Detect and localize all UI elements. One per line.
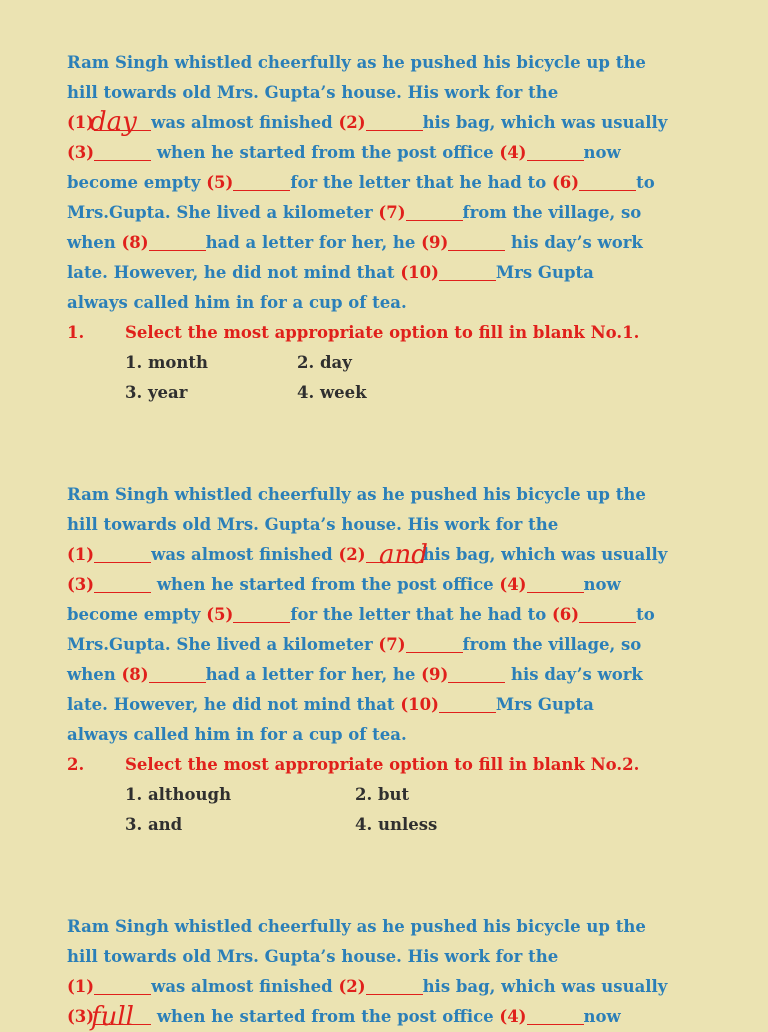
option[interactable]: 4. week bbox=[297, 383, 367, 402]
passage-line: hill towards old Mrs. Gupta’s house. His work for the bbox=[67, 83, 559, 102]
passage-block-2 bbox=[67, 480, 747, 840]
passage-line: (3) when he started from the post office (4) now bbox=[67, 1007, 621, 1026]
passage-block-3 bbox=[67, 912, 747, 1032]
question-2: 2. Select the most appropriate option to fill in blank No.2. bbox=[67, 755, 640, 774]
blank-5 bbox=[233, 171, 290, 191]
passage-line: when (8) had a letter for her, he (9) his day’s work bbox=[67, 665, 643, 684]
passage-line: (3) when he started from the post office (4) now bbox=[67, 143, 621, 162]
passage-line: when (8) had a letter for her, he (9) his day’s work bbox=[67, 233, 643, 252]
blank-2 bbox=[366, 111, 423, 131]
options-2 bbox=[67, 780, 747, 840]
option[interactable]: 3. year bbox=[125, 383, 188, 402]
passage-block-1 bbox=[67, 48, 747, 408]
passage-line: (3) when he started from the post office (4) now bbox=[67, 575, 621, 594]
blank-3 bbox=[94, 141, 151, 161]
handwritten-answer: day bbox=[90, 107, 137, 137]
blank-8 bbox=[149, 231, 206, 251]
passage-line: become empty (5) for the letter that he had to (6) to bbox=[67, 605, 655, 624]
blank-6 bbox=[579, 171, 636, 191]
handwritten-answer: and bbox=[379, 540, 428, 570]
passage-line: late. However, he did not mind that (10) Mrs Gupta bbox=[67, 695, 594, 714]
passage-line: Ram Singh whistled cheerfully as he pushed his bicycle up the bbox=[67, 917, 646, 936]
passage-line: become empty (5) for the letter that he had to (6) to bbox=[67, 173, 655, 192]
passage-line: Ram Singh whistled cheerfully as he pushed his bicycle up the bbox=[67, 485, 646, 504]
passage-line: late. However, he did not mind that (10) Mrs Gupta bbox=[67, 263, 594, 282]
blank-9 bbox=[448, 231, 505, 251]
option[interactable]: 1. month bbox=[125, 353, 209, 372]
option[interactable]: 3. and bbox=[125, 815, 183, 834]
passage-line: Mrs.Gupta. She lived a kilometer (7) from the village, so bbox=[67, 203, 642, 222]
passage-line: (1) was almost finished (2) his bag, which was usually bbox=[67, 113, 668, 132]
passage-line: hill towards old Mrs. Gupta’s house. His work for the bbox=[67, 947, 559, 966]
handwritten-answer: full bbox=[91, 1002, 134, 1032]
option[interactable]: 1. although bbox=[125, 785, 232, 804]
passage-line: Mrs.Gupta. She lived a kilometer (7) from the village, so bbox=[67, 635, 642, 654]
option[interactable]: 2. but bbox=[355, 785, 410, 804]
option[interactable]: 2. day bbox=[297, 353, 352, 372]
blank-7 bbox=[406, 201, 463, 221]
passage-line: always called him in for a cup of tea. bbox=[67, 293, 407, 312]
blank-10 bbox=[439, 261, 496, 281]
passage-line: (1) was almost finished (2) his bag, which was usually bbox=[67, 545, 668, 564]
passage-line: Ram Singh whistled cheerfully as he pushed his bicycle up the bbox=[67, 53, 646, 72]
question-1: 1. Select the most appropriate option to fill in blank No.1. bbox=[67, 323, 640, 342]
passage-line: (1) was almost finished (2) his bag, which was usually bbox=[67, 977, 668, 996]
options-1 bbox=[67, 348, 747, 408]
passage-line: hill towards old Mrs. Gupta’s house. His work for the bbox=[67, 515, 559, 534]
option[interactable]: 4. unless bbox=[355, 815, 438, 834]
passage-line: always called him in for a cup of tea. bbox=[67, 725, 407, 744]
blank-4 bbox=[527, 141, 584, 161]
